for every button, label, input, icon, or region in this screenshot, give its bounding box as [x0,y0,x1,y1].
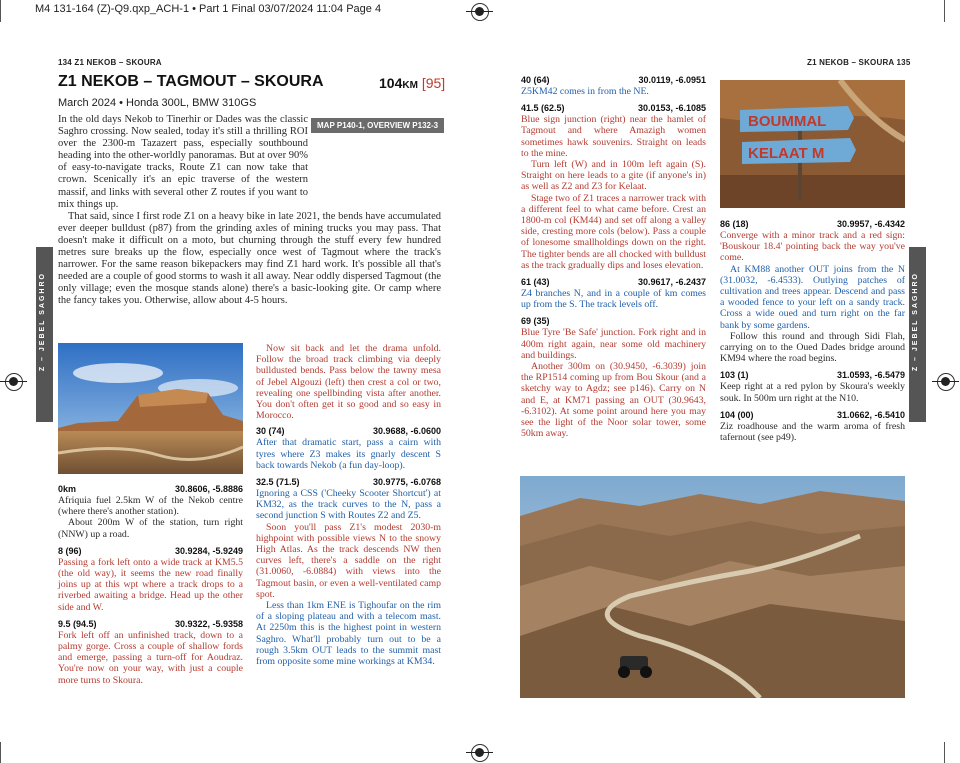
waypoint-entry: 69 (35) Blue Tyre 'Be Safe' junction. Fork right and in 400m right again, near some old machinery and buildings. Another 300m on (30.9450, -6.3039) join the RP1514 coming up from Bou Skour (and a sketchy way to Agdz; see p146). Carry on N and E, at KM71 passing an OUT (30.9643, -6.3102). At some point around here you may see the light of the Noor solar tower, some 50km away. [521,316,706,440]
crop-mark [0,0,1,22]
svg-text:BOUMMAL: BOUMMAL [748,113,827,130]
route-distance: 104KM [95] [379,75,446,91]
map-reference-box: MAP P140-1, OVERVIEW P132-3 [311,118,444,133]
waypoints-column-a [58,484,243,686]
signpost-photo [720,80,905,208]
waypoint-entry: 9.5 (94.5) 30.9322, -5.9358 Fork left off an unfinished track, down to a palmy gorge. Cross a couple of shallow fords and emerge, passing a turn-off for Aoudraz. You're now on your way, with just a couple more turns to Skoura. [58,618,243,686]
waypoint-entry: 32.5 (71.5) 30.9775, -6.0768 Ignoring a CSS ('Cheeky Scooter Shortcut') at KM32, as the track curves to the N, pass a second junction S with Routes Z2 and Z5. Soon you'll pass Z1's modest 2030-m highpoint with possible views N to the snowy High Atlas. As the track descends NW then curves left, there's a saddle on the right (31.0060, -6.0884) with views into the Tagmout basin, or even a well-ventilated camp spot. Less than 1km ENE is Tighoufar on the rim of a sloping plateau and with a telecom mast. At 2250m this is the highest point in western Saghro. What'll probably turn out to be a rough 3.5km OUT leads to the summit mast from opposite some mine workings at KM34. [256,477,441,668]
left-side-tab: Z – JEBEL SAGHRO [36,247,53,422]
registration-mark-icon [5,373,23,391]
print-slug: M4 131-164 (Z)-Q9.qxp_ACH-1 • Part 1 Final 03/07/2024 11:04 Page 4 [35,3,382,15]
waypoint-entry: 8 (96) 30.9284, -5.9249 Passing a fork left onto a wide track at KM5.5 (the old way), it seems the new road finally joins up at this wpt where a track drops to a riverbed awaiting a bridge. Head up the other side and W. [58,545,243,613]
drama-paragraph: Now sit back and let the drama unfold. Follow the broad track climbing via deeply bulldusted bends. Pass below the tawny mesa of Jebel Algouzi (left) then crest a col or two, revealing one spellbinding vista after another. You don't often get it so good and so easy in Morocco. [256,343,441,422]
waypoint-entry: 61 (43) 30.9617, -6.2437 Z4 branches N, and in a couple of km comes up from the S. The track levels off. [521,277,706,311]
route-title: Z1 NEKOB – TAGMOUT – SKOURA [58,73,324,90]
right-running-head: Z1 NEKOB – SKOURA 135 [807,58,911,67]
registration-mark-icon [937,373,955,391]
mesa-photo [58,343,243,474]
waypoint-entry: 86 (18) 30.9957, -6.4342 Converge with a minor track and a red sign: 'Bouskour 18.4' pointing back the way you've come. At KM88 another OUT joins from the N (31.0032, -6.4533). Outlying patches of cultivation and trees appear. Descend and pass a wooded fence to your left on a sandy track. Cross a wide oued and turn right on the far bank by some gardens. Follow this round and through Sidi Flah, carrying on to the Oued Dades bridge around KM94 where the road begins. [720,219,905,365]
waypoint-entry: 30 (74) 30.9688, -6.0600 After that dramatic start, pass a cairn with tyres where Z3 makes its gnarly descent S back towards Nekob (a fun day-loop). [256,426,441,471]
registration-mark-icon [471,744,489,762]
waypoint-entry: 41.5 (62.5) 30.0153, -6.1085 Blue sign junction (right) near the hamlet of Tagmout and where Amazigh women sometimes hawk souvenirs. Straight on leads to the mine. Turn left (W) and in 100m left again (S). Straight on here leads to a gite (if anyone's in) as well as Z2 and Z3 for Kelaat. Stage two of Z1 traces a narrower track with a different feel to what came before. Crest an 1800-m col (KM44) and set off along a valley side, cresting more cols (below). Pass a couple of lonesome smallholdings down on the right. The tighter bends are all chocked with bulldust as the track gradually dips and loses elevation. [521,103,706,271]
waypoint-entry: 103 (1) 31.0593, -6.5479 Keep right at a red pylon by Skoura's weekly souk. In 500m urn right at the N10. [720,370,905,404]
intro-text: In the old days Nekob to Tinerhir or Dades was the classic Saghro crossing. Now sealed, today it's still a thrilling ROI over the 2300-m Tazazert pass, especially southbound heading into the other-worldly panoramas. But at over 90% of easy-to-navigate tracks, Route Z1 can now take that crown. Scenically it's an epic traverse of the western massif, and links with several other Z routes if you want to mix things up. That said, since I first rode Z1 on a heavy bike in late 2021, the bends have accumulated ever deeper bulldust (p87) from the grinding axles of mining trucks you may pass. That doesn't make it difficult on a moto, but churning through the stuff every few hundred metres sure breaks up the flow, especially once west of Tagmout where the track's narrower. For the same reason bikepackers may find Z1 hard work. It's possible all that's needed are a couple of good storms to wash it all away. Near oddly dispersed Tagmout (the only village; even the mosque stands alone) there's a basic-looking gite. Or camp where the fancy takes you. Otherwise, allow about 4-5 hours. [58,114,441,307]
left-running-head: 134 Z1 NEKOB – SKOURA [58,58,162,67]
route-subtitle: March 2024 • Honda 300L, BMW 310GS [58,97,257,109]
registration-mark-icon [471,3,489,21]
right-side-tab: Z – JEBEL SAGHRO [909,247,926,422]
waypoint-entry: 0km 30.8606, -5.8886 Afriquia fuel 2.5km W of the Nekob centre (where there's another station). About 200m W of the station, turn right (NNW) up a road. [58,484,243,540]
waypoints-column-c [521,75,706,439]
crop-mark [944,0,945,22]
waypoint-entry: 40 (64) 30.0119, -6.0951 Z5KM42 comes in from the NE. [521,75,706,97]
crop-mark [0,742,1,763]
svg-text:KELAAT M: KELAAT M [748,145,825,162]
waypoints-column-d [720,219,905,443]
crop-mark [944,742,945,763]
waypoints-column-b [256,343,441,667]
waypoint-entry: 104 (00) 31.0662, -6.5410 Ziz roadhouse and the warm aroma of fresh tafernout (see p49). [720,409,905,444]
valley-track-photo [520,476,905,698]
